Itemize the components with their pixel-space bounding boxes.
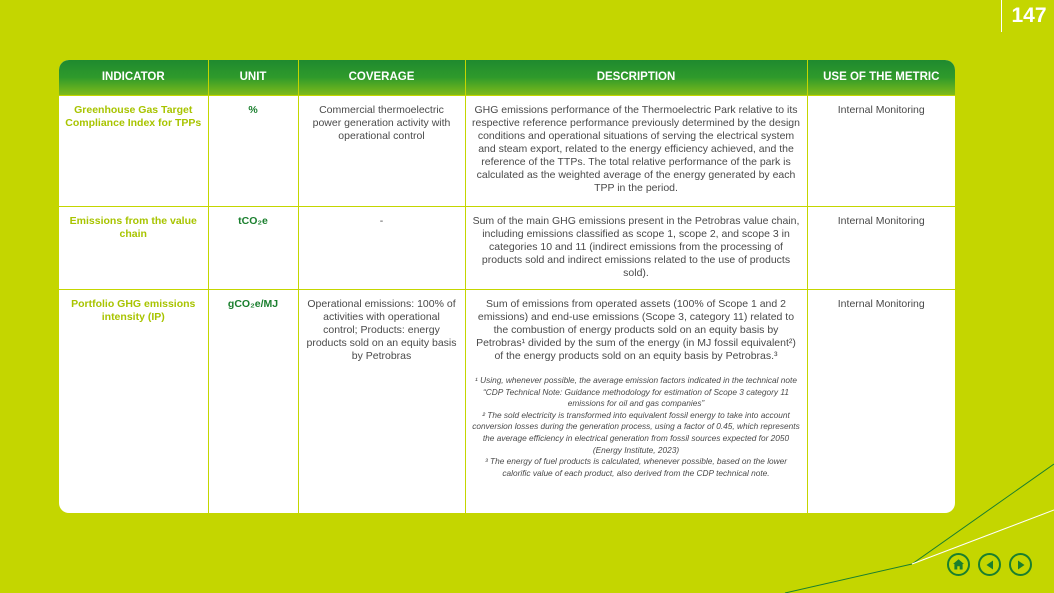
description-cell: Sum of the main GHG emissions present in the Petrobras value chain, including emissions classified as scope 1, scope 2, and scope 3 in categories 10 and 11 (indirect emissions from the processing of products sold and indirect emissions related to the use of products sold). [465, 207, 807, 290]
footnotes [472, 375, 801, 479]
header-description: DESCRIPTION [465, 60, 807, 96]
description-cell: GHG emissions performance of the Thermoelectric Park relative to its respective reference performance previously determined by the design conditions and operational situations of serving the electrical system and steam export, related to the energy efficiency achieved, and the reference of the TTPs. The total relative performance of the park is calculated as the weighted average of the energy generated by each TPP in the period. [465, 96, 807, 207]
indicators-table-container [59, 60, 955, 513]
footnote-1: ¹ Using, whenever possible, the average emission factors indicated in the technical note “CDP Technical Note: Guidance methodology for estimation of Scope 3 category 11 emissions for oil and gas companies” [475, 375, 797, 409]
footnote-2: ² The sold electricity is transformed into equivalent fossil energy to take into account conversion losses during the generation process, using a factor of 0.45, which represents the average efficiency in electrical generation from fossil sources expected for 2050 (Energy Institute, 2023) [472, 409, 800, 455]
header-coverage: COVERAGE [298, 60, 465, 96]
home-button[interactable] [947, 553, 970, 576]
home-icon [952, 558, 965, 571]
coverage-cell: - [298, 207, 465, 290]
indicator-cell: Emissions from the value chain [59, 207, 208, 290]
description-text: Sum of emissions from operated assets (100% of Scope 1 and 2 emissions) and end-use emissions (Scope 3, category 11) related to the combustion of energy products sold on an equity basis by Petrobras¹ divided by the sum of the energy (in MJ fossil equivalent²) of the energy products sold on an equity basis by Petrobras.³ [476, 298, 796, 362]
indicator-cell: Greenhouse Gas Target Compliance Index for TPPs [59, 96, 208, 207]
unit-cell: gCO₂e/MJ [208, 290, 298, 514]
indicator-cell: Portfolio GHG emissions intensity (IP) [59, 290, 208, 514]
previous-page-button[interactable] [978, 553, 1001, 576]
unit-cell: % [208, 96, 298, 207]
use-of-metric-cell: Internal Monitoring [807, 290, 955, 514]
header-indicator: INDICATOR [59, 60, 208, 96]
indicators-table [59, 60, 955, 513]
header-unit: UNIT [208, 60, 298, 96]
previous-page-icon [984, 559, 996, 571]
table-row [59, 290, 955, 514]
coverage-cell: Commercial thermoelectric power generation activity with operational control [298, 96, 465, 207]
coverage-cell: Operational emissions: 100% of activities with operational control; Products: energy products sold on an equity basis by Petrobras [298, 290, 465, 514]
description-cell [465, 290, 807, 514]
use-of-metric-cell: Internal Monitoring [807, 207, 955, 290]
unit-cell: tCO₂e [208, 207, 298, 290]
table-header-row [59, 60, 955, 96]
next-page-icon [1015, 559, 1027, 571]
next-page-button[interactable] [1009, 553, 1032, 576]
header-use-of-metric: USE OF THE METRIC [807, 60, 955, 96]
table-row [59, 207, 955, 290]
page-number: 147 [1001, 0, 1054, 32]
use-of-metric-cell: Internal Monitoring [807, 96, 955, 207]
table-row [59, 96, 955, 207]
footnote-3: ³ The energy of fuel products is calculated, whenever possible, based on the lower calorific value of each product, also derived from the CDP technical note. [484, 456, 788, 478]
